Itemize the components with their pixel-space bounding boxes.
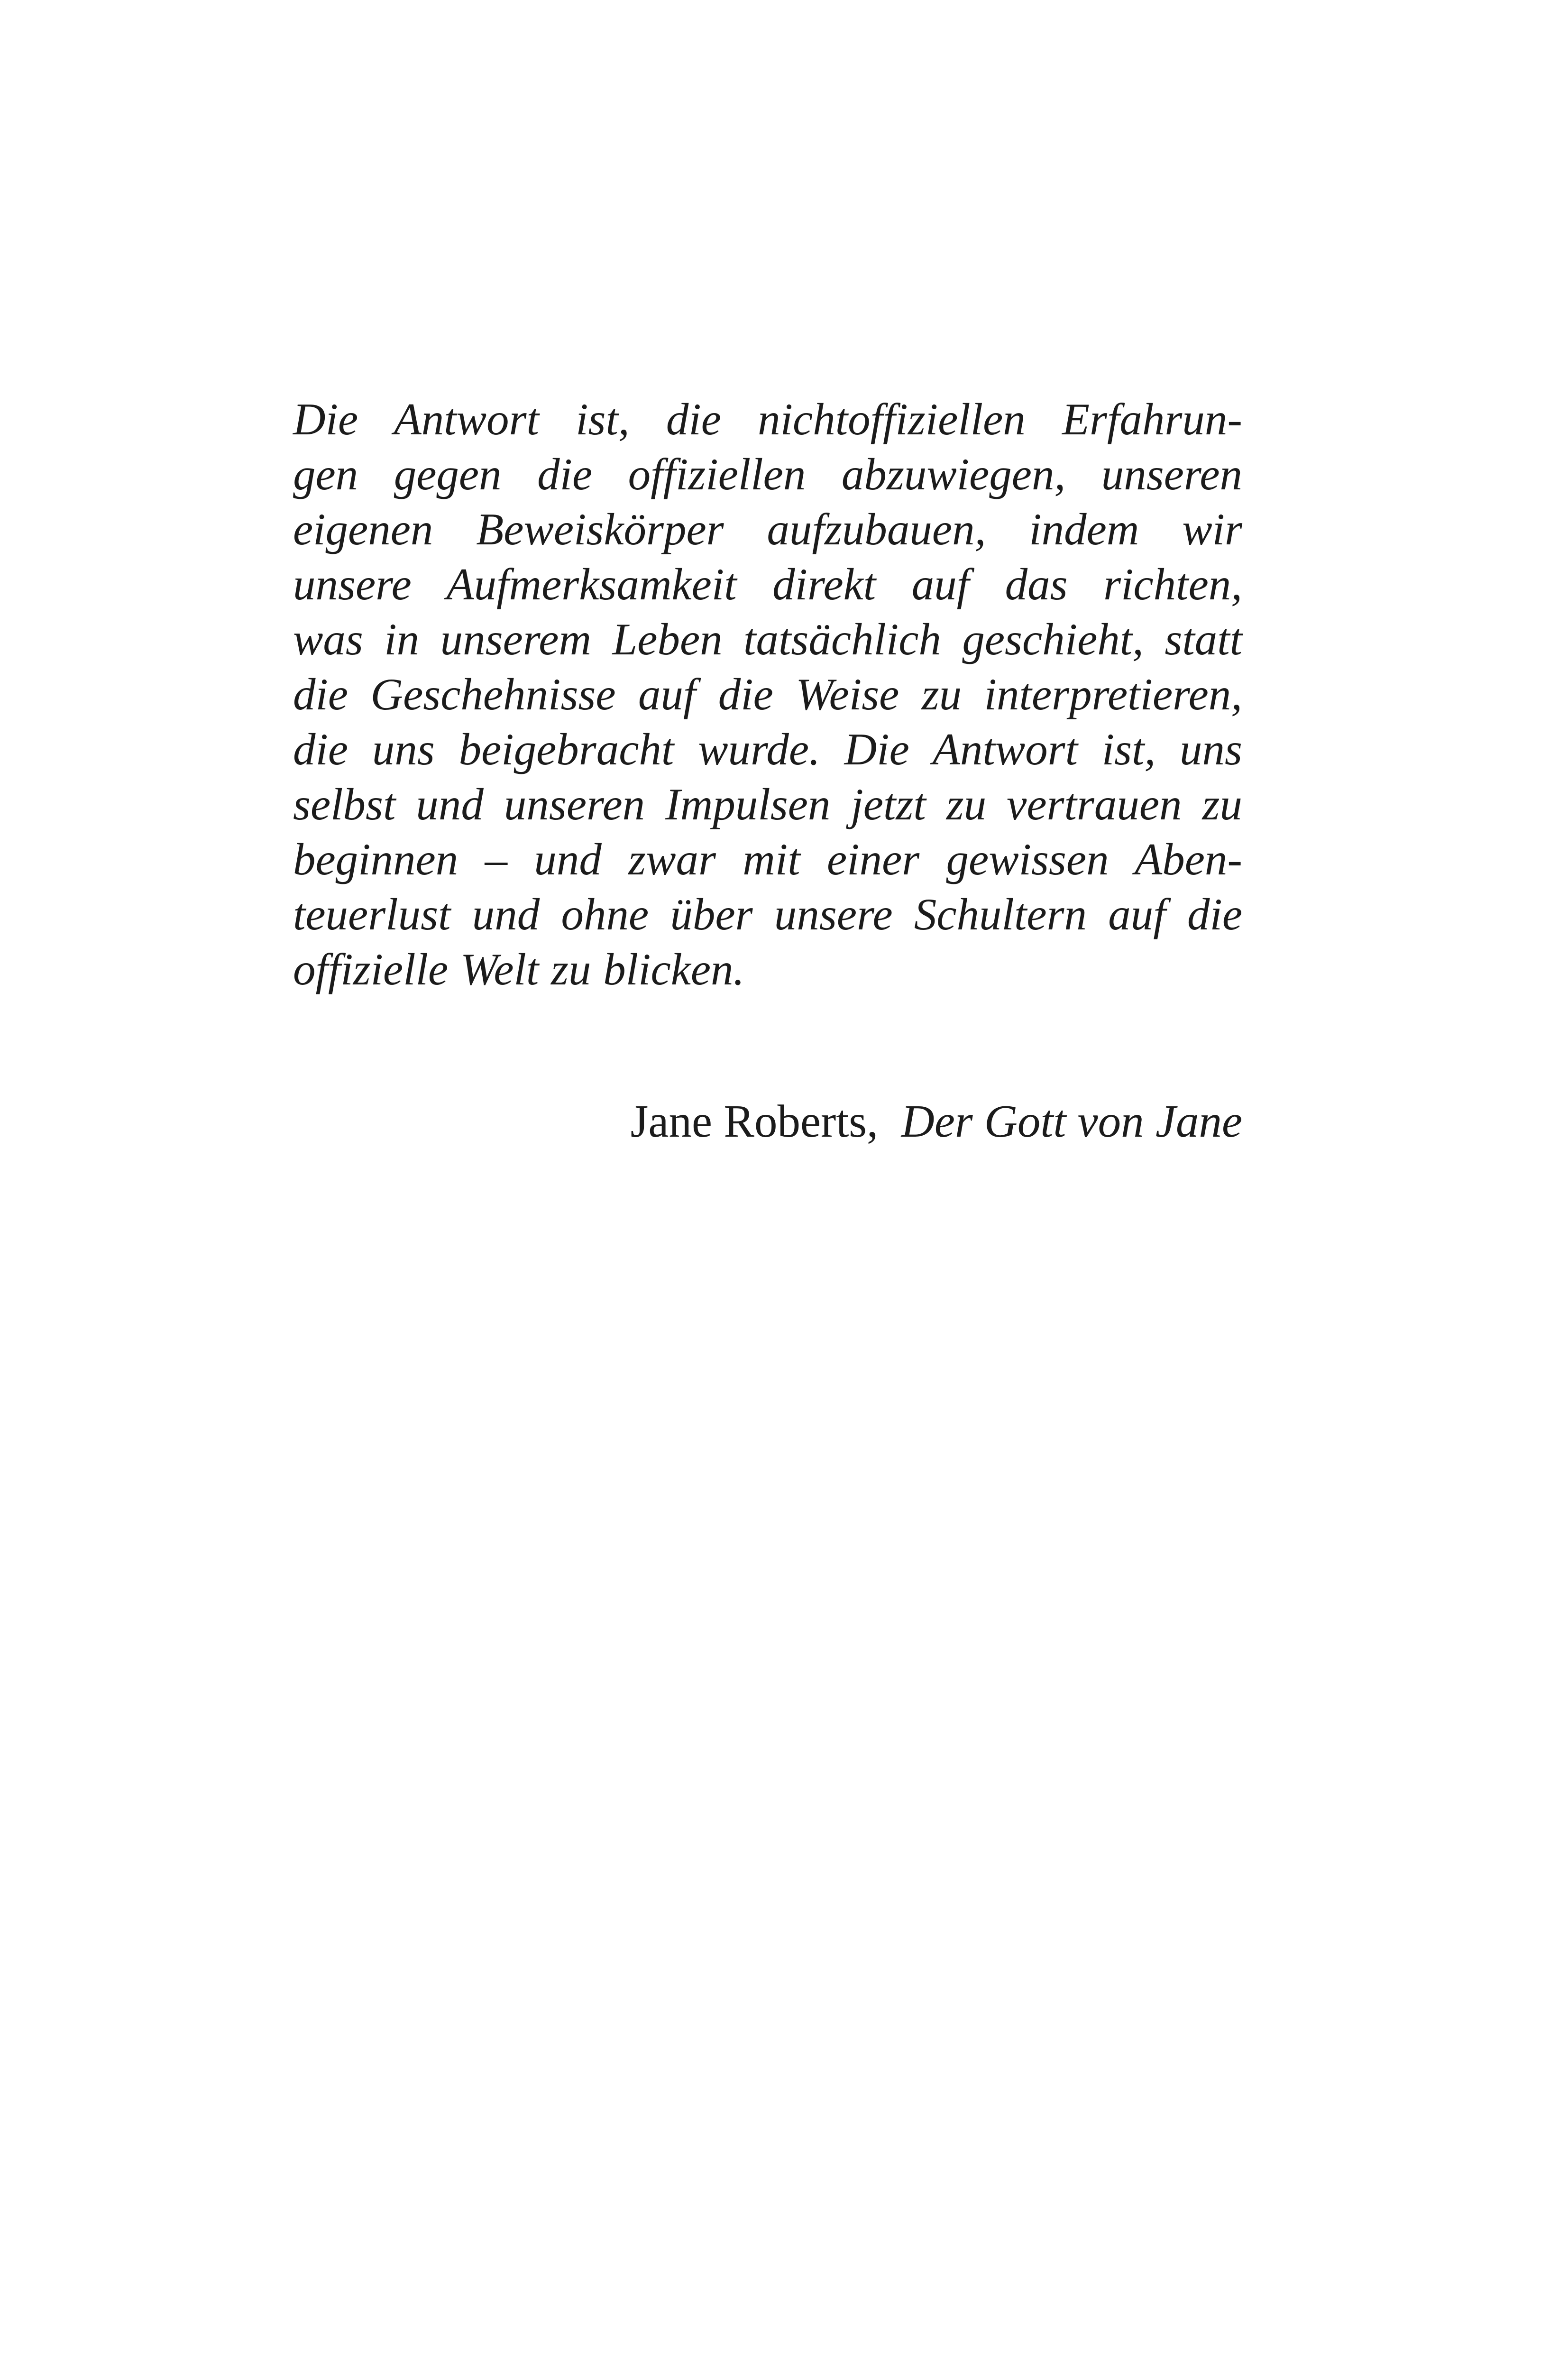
quote-line: teuerlust und ohne über unsere Schultern auf die (293, 889, 1242, 939)
attribution-author: Jane Roberts, (630, 1096, 879, 1147)
quote-line: Die Antwort ist, die nichtoffiziellen Erfahrun- (293, 394, 1242, 444)
quote-line: die uns beigebracht wurde. Die Antwort ist, uns (293, 724, 1242, 774)
quote-line: was in unserem Leben tatsächlich geschieht, statt (293, 614, 1242, 664)
quote-line: eigenen Beweiskörper aufzubauen, indem wir (293, 504, 1242, 554)
attribution-work-title: Der Gott von Jane (901, 1096, 1242, 1147)
quote-line: die Geschehnisse auf die Weise zu interpretieren, (293, 669, 1242, 719)
quote-line: unsere Aufmerksamkeit direkt auf das richten, (293, 559, 1242, 609)
quote-line: beginnen – und zwar mit einer gewissen Aben- (293, 834, 1242, 884)
quote-line: offizielle Welt zu blicken. (293, 944, 745, 994)
quote-line: selbst und unseren Impulsen jetzt zu vertrauen zu (293, 779, 1242, 829)
epigraph-attribution (597, 1093, 1242, 1150)
quote-line: gen gegen die offiziellen abzuwiegen, unseren (293, 449, 1242, 499)
epigraph-quote (293, 392, 1242, 997)
